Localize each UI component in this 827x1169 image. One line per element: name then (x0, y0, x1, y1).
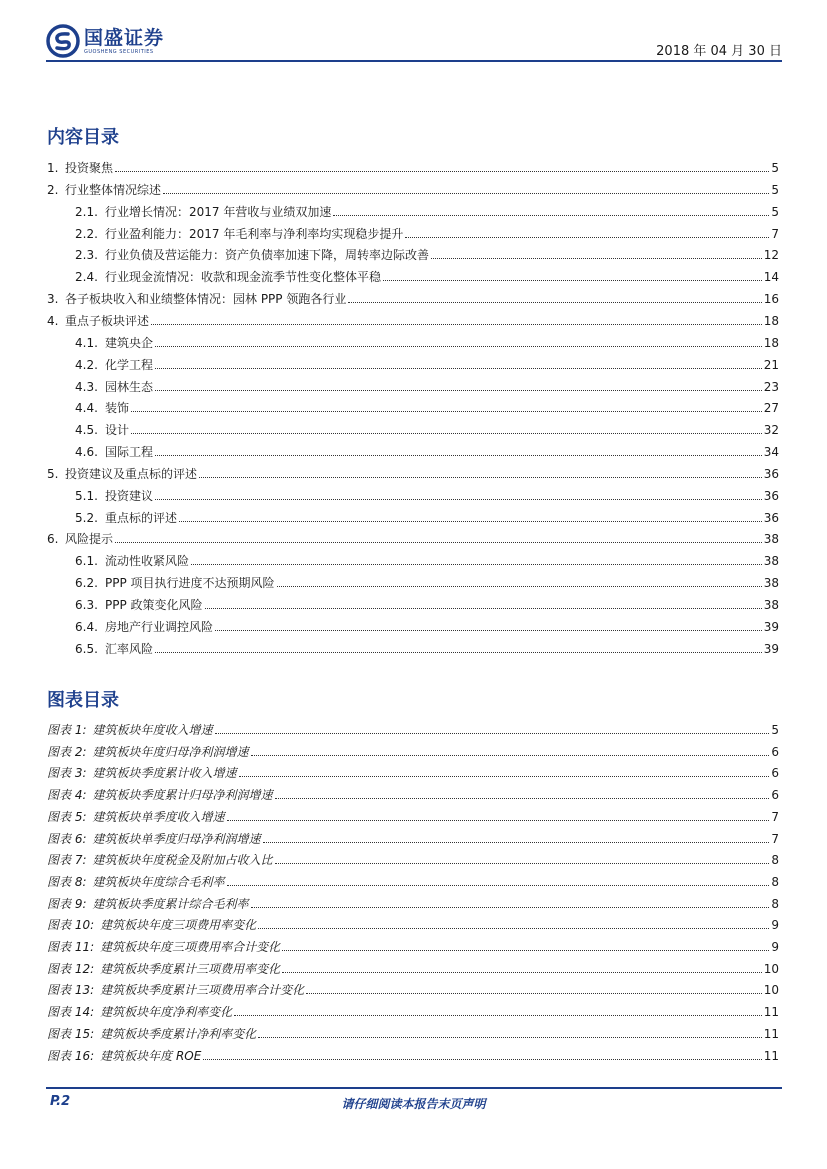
entry-number: 6.1. (75, 554, 98, 569)
entry-number: 5. (47, 466, 59, 481)
toc-entry[interactable] (47, 290, 779, 308)
dot-leader (191, 552, 762, 565)
dot-leader (155, 378, 762, 391)
entry-number: 图表 10: (47, 918, 95, 933)
dot-leader (258, 1025, 762, 1038)
entry-label: 投资建议 (105, 488, 154, 503)
entry-page: 7 (771, 809, 779, 824)
entry-number: 3. (47, 292, 59, 307)
dot-leader (227, 873, 770, 886)
entry-number: 图表 7: (47, 853, 87, 868)
dot-leader (215, 618, 762, 631)
dot-leader (155, 487, 762, 500)
entry-label: 设计 (105, 423, 130, 438)
entry-page: 6 (771, 744, 779, 759)
toc-entry[interactable] (75, 596, 779, 614)
entry-label: 行业增长情况：2017 年营收与业绩双加速 (105, 204, 332, 219)
entry-label: 流动性收紧风险 (105, 554, 190, 569)
toc-entry[interactable] (47, 312, 779, 330)
entry-label: 建筑板块季度累计归母净利润增速 (92, 788, 273, 803)
entry-label: 建筑板块季度累计综合毛利率 (92, 896, 249, 911)
disclaimer-note: 请仔细阅读本报告末页声明 (341, 1097, 486, 1111)
entry-number: 6.4. (75, 619, 98, 634)
company-logo (46, 24, 164, 58)
entry-number: 5.1. (75, 488, 98, 503)
entry-number: 图表 9: (47, 896, 87, 911)
toc-entry[interactable] (47, 960, 779, 978)
entry-number: 4. (47, 313, 59, 328)
toc-entry[interactable] (47, 764, 779, 782)
entry-label: 建筑板块单季度收入增速 (92, 809, 225, 824)
entry-page: 8 (771, 896, 779, 911)
entry-page: 39 (763, 619, 779, 634)
entry-number: 图表 12: (47, 961, 95, 976)
logo-subtitle: GUOSHENG SECURITIES (84, 48, 154, 55)
figures-title: 图表目录 (47, 690, 119, 711)
dot-leader (115, 159, 769, 172)
entry-page: 39 (763, 641, 779, 656)
entry-label: 行业整体情况综述 (65, 182, 162, 197)
dot-leader (151, 312, 762, 325)
entry-label: 建筑板块季度累计三项费用率变化 (100, 961, 281, 976)
entry-page: 9 (771, 940, 779, 954)
entry-label: 投资聚焦 (65, 161, 114, 175)
entry-page: 7 (771, 831, 779, 846)
entry-number: 图表 4: (47, 788, 87, 803)
toc-entry[interactable] (47, 159, 779, 177)
entry-number: 4.2. (75, 357, 98, 372)
entry-label: 建筑板块年度三项费用率变化 (100, 918, 257, 933)
entry-label: 建筑板块年度收入增速 (92, 723, 213, 737)
entry-page: 36 (763, 466, 779, 481)
entry-number: 图表 1: (47, 723, 87, 737)
dot-leader (115, 530, 762, 543)
toc-entry[interactable] (47, 938, 779, 956)
entry-page: 34 (763, 445, 779, 460)
toc-entry[interactable] (75, 618, 779, 636)
dot-leader (205, 596, 762, 609)
entry-number: 图表 11: (47, 940, 95, 954)
dot-leader (215, 721, 770, 734)
entry-page: 36 (763, 488, 779, 503)
entry-page: 38 (763, 532, 779, 547)
toc-entry[interactable] (75, 246, 779, 264)
entry-label: 建筑板块年度综合毛利率 (92, 874, 225, 889)
dot-leader (234, 1003, 762, 1016)
toc-entry[interactable] (47, 1047, 779, 1065)
dot-leader (348, 290, 761, 303)
toc-entry[interactable] (75, 378, 779, 396)
entry-label: 装饰 (105, 401, 130, 416)
entry-label: 化学工程 (105, 357, 154, 372)
entry-label: 建筑板块年度净利率变化 (100, 1005, 233, 1020)
toc-entry[interactable] (47, 465, 779, 483)
header-divider (46, 60, 782, 62)
entry-page: 32 (763, 423, 779, 438)
dot-leader (179, 509, 762, 522)
toc-entry[interactable] (47, 786, 779, 804)
entry-number: 图表 16: (47, 1048, 95, 1063)
toc-entry[interactable] (75, 399, 779, 417)
dot-leader (282, 960, 762, 973)
entry-label: 汇率风险 (105, 641, 154, 656)
entry-page: 38 (763, 576, 779, 591)
entry-label: 建筑板块年度三项费用率合计变化 (100, 940, 281, 954)
toc-entry[interactable] (47, 916, 779, 934)
entry-page: 10 (763, 983, 779, 998)
entry-number: 图表 3: (47, 766, 87, 781)
entry-label: 建筑板块单季度归母净利润增速 (92, 831, 261, 846)
entry-page: 36 (763, 510, 779, 525)
entry-page: 5 (771, 723, 779, 737)
entry-label: PPP 政策变化风险 (105, 598, 203, 612)
entry-label: 行业现金流情况：收款和现金流季节性变化整体平稳 (105, 270, 382, 285)
dot-leader (251, 743, 770, 756)
entry-page: 10 (763, 961, 779, 976)
entry-page: 18 (763, 313, 779, 328)
entry-label: 国际工程 (105, 445, 154, 460)
contents-title: 内容目录 (47, 127, 119, 148)
entry-label: 建筑板块季度累计三项费用率合计变化 (100, 983, 305, 998)
toc-entry[interactable] (75, 225, 779, 243)
entry-page: 38 (763, 554, 779, 569)
toc-entry[interactable] (47, 530, 779, 548)
entry-number: 4.1. (75, 335, 98, 350)
entry-number: 图表 5: (47, 809, 87, 824)
entry-page: 8 (771, 853, 779, 868)
entry-number: 1. (47, 161, 59, 175)
entry-label: 行业负债及营运能力：资产负债率加速下降，周转率边际改善 (105, 248, 430, 263)
entry-page: 27 (763, 401, 779, 416)
footer-divider (46, 1087, 782, 1089)
toc-entry[interactable] (75, 487, 779, 505)
dot-leader (277, 574, 762, 587)
toc-entry[interactable] (75, 421, 779, 439)
entry-label: 重点子板块评述 (65, 313, 150, 328)
toc-entry[interactable] (47, 873, 779, 891)
dot-leader (131, 421, 762, 434)
dot-leader (251, 895, 770, 908)
entry-number: 图表 2: (47, 744, 87, 759)
entry-label: 园林生态 (105, 379, 154, 394)
dot-leader (203, 1047, 761, 1060)
entry-label: 行业盈利能力：2017 年毛利率与净利率均实现稳步提升 (105, 226, 404, 241)
dot-leader (333, 203, 769, 216)
logo-name: 国盛证券 (84, 26, 165, 49)
entry-page: 16 (763, 292, 779, 307)
toc-entry[interactable] (47, 851, 779, 869)
entry-number: 2.3. (75, 248, 98, 263)
toc-entry[interactable] (47, 830, 779, 848)
entry-number: 4.6. (75, 445, 98, 460)
toc-entry[interactable] (75, 552, 779, 570)
entry-page: 11 (763, 1026, 779, 1041)
entry-page: 5 (771, 161, 779, 175)
entry-page: 23 (763, 379, 779, 394)
entry-number: 2.4. (75, 270, 98, 285)
entry-label: 建筑板块年度税金及附加占收入比 (92, 853, 273, 868)
entry-page: 11 (763, 1005, 779, 1020)
page-header (46, 20, 782, 62)
entry-page: 21 (763, 357, 779, 372)
toc-entry[interactable] (47, 1003, 779, 1021)
entry-number: 6.3. (75, 598, 98, 612)
dot-leader (275, 786, 770, 799)
toc-entry[interactable] (75, 356, 779, 374)
entry-label: 投资建议及重点标的评述 (65, 466, 198, 481)
toc-entry[interactable] (75, 640, 779, 658)
dot-leader (239, 764, 770, 777)
report-date: 2018 年 04 月 30 日 (656, 44, 782, 59)
entry-number: 2. (47, 182, 59, 197)
toc-entry[interactable] (75, 574, 779, 592)
entry-page: 8 (771, 874, 779, 889)
toc-entry[interactable] (47, 743, 779, 761)
entry-label: 建筑板块季度累计收入增速 (92, 766, 237, 781)
toc-entry[interactable] (47, 808, 779, 826)
toc-entry[interactable] (75, 268, 779, 286)
entry-number: 4.4. (75, 401, 98, 416)
entry-page: 6 (771, 766, 779, 781)
dot-leader (155, 640, 762, 653)
toc-entry[interactable] (75, 334, 779, 352)
entry-number: 4.3. (75, 379, 98, 394)
entry-label: 建筑板块年度归母净利润增速 (92, 744, 249, 759)
entry-page: 18 (763, 335, 779, 350)
toc-entry[interactable] (47, 895, 779, 913)
entry-number: 6.5. (75, 641, 98, 656)
entry-label: 建筑板块年度 ROE (100, 1048, 202, 1063)
dot-leader (155, 443, 762, 456)
entry-page: 9 (771, 918, 779, 933)
entry-page: 11 (763, 1048, 779, 1063)
toc-entry[interactable] (47, 181, 779, 199)
dot-leader (258, 916, 769, 929)
dot-leader (227, 808, 770, 821)
toc-entry[interactable] (75, 443, 779, 461)
entry-label: 建筑央企 (105, 335, 154, 350)
entry-number: 图表 8: (47, 874, 87, 889)
dot-leader (199, 465, 762, 478)
dot-leader (306, 981, 762, 994)
toc-entry[interactable] (75, 509, 779, 527)
dot-leader (263, 830, 770, 843)
dot-leader (405, 225, 769, 238)
page-number: P.2 (50, 1094, 71, 1109)
entry-page: 7 (771, 226, 779, 241)
entry-number: 4.5. (75, 423, 98, 438)
entry-number: 6.2. (75, 576, 98, 591)
toc-entry[interactable] (75, 203, 779, 221)
entry-number: 2.2. (75, 226, 98, 241)
entry-label: 各子板块收入和业绩整体情况：园林 PPP 领跑各行业 (65, 292, 347, 307)
entry-page: 5 (771, 204, 779, 219)
entry-label: 建筑板块季度累计净利率变化 (100, 1026, 257, 1041)
entry-number: 2.1. (75, 204, 98, 219)
dot-leader (282, 938, 769, 951)
entry-number: 图表 15: (47, 1026, 95, 1041)
dot-leader (275, 851, 770, 864)
toc-entry[interactable] (47, 981, 779, 999)
entry-label: 风险提示 (65, 532, 114, 547)
dot-leader (155, 356, 762, 369)
entry-page: 14 (763, 270, 779, 285)
entry-label: 重点标的评述 (105, 510, 178, 525)
dot-leader (163, 181, 769, 194)
toc-entry[interactable] (47, 1025, 779, 1043)
entry-page: 6 (771, 788, 779, 803)
entry-number: 5.2. (75, 510, 98, 525)
dot-leader (431, 246, 762, 259)
dot-leader (383, 268, 762, 281)
entry-page: 5 (771, 182, 779, 197)
entry-page: 12 (763, 248, 779, 263)
entry-number: 图表 6: (47, 831, 87, 846)
entry-number: 图表 13: (47, 983, 95, 998)
logo-icon (46, 24, 80, 58)
dot-leader (131, 399, 762, 412)
dot-leader (155, 334, 762, 347)
entry-page: 38 (763, 598, 779, 612)
entry-label: PPP 项目执行进度不达预期风险 (105, 576, 275, 591)
entry-number: 图表 14: (47, 1005, 95, 1020)
entry-label: 房地产行业调控风险 (105, 619, 214, 634)
toc-entry[interactable] (47, 721, 779, 739)
entry-number: 6. (47, 532, 59, 547)
